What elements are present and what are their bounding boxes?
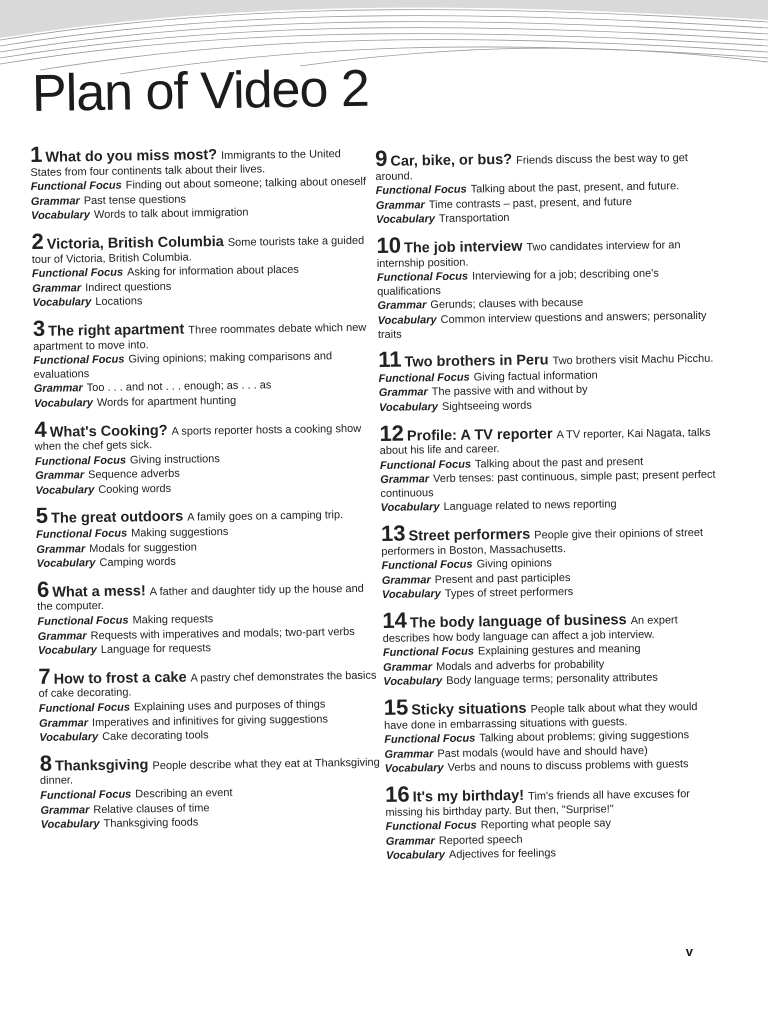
unit-description: A TV reporter, Kai Nagata, talks about his life and career. [379,426,711,458]
unit-title: Two brothers in Peru [404,352,549,371]
page-number: v [685,944,693,959]
grammar-text: Verb tenses: past continuous, simple past; present perfect continuous [380,468,716,500]
vocabulary-text: Sightseeing words [441,399,532,413]
grammar-label: Grammar [383,660,433,674]
functional-focus-text: Explaining uses and purposes of things [133,698,326,714]
unit-number: 6 [36,576,50,602]
functional-focus-label: Functional Focus [382,645,475,660]
unit-title: The body language of business [409,612,627,632]
unit-number: 1 [29,141,43,167]
grammar-label: Grammar [380,473,430,487]
left-column [30,141,381,842]
functional-focus-text: Making suggestions [131,525,229,540]
grammar-text: Requests with imperatives and modals; two-part verbs [90,625,355,642]
unit-title: Sticky situations [411,700,527,719]
unit-5 [36,502,377,572]
functional-focus-text: Making requests [132,613,214,627]
grammar-text: Sequence adverbs [88,467,180,482]
unit-10 [376,232,718,342]
unit-1 [30,141,371,224]
grammar-text: Imperatives and infinitives for giving suggestions [91,712,329,729]
unit-number: 2 [31,228,44,254]
unit-4 [34,415,375,498]
grammar-label: Grammar [33,382,83,396]
unit-number: 4 [34,416,47,442]
unit-2 [31,228,372,311]
grammar-label: Grammar [378,386,428,400]
vocabulary-label: Vocabulary [381,588,441,602]
unit-number: 5 [35,503,49,529]
vocabulary-label: Vocabulary [35,483,95,497]
functional-focus-text: Giving opinions [476,557,552,571]
vocabulary-label: Vocabulary [386,849,446,863]
unit-description: People talk about what they would have done in embarrassing situations with guests. [383,701,698,732]
grammar-text: Modals and adverbs for probability [435,658,605,673]
vocabulary-text: Transportation [438,212,510,226]
grammar-text: Time contrasts – past, present, and future [428,195,633,211]
vocabulary-label: Vocabulary [32,296,92,310]
grammar-label: Grammar [40,803,90,817]
functional-focus-label: Functional Focus [375,183,467,198]
unit-number: 9 [374,145,388,171]
functional-focus-label: Functional Focus [40,788,132,802]
vocabulary-text: Locations [95,295,143,309]
grammar-label: Grammar [385,834,435,848]
unit-number: 12 [379,420,405,446]
grammar-label: Grammar [377,299,427,313]
functional-focus-label: Functional Focus [36,527,128,542]
functional-focus-text: Giving opinions; making comparisons and evaluations [33,350,333,381]
unit-title: Street performers [408,526,531,545]
unit-6 [37,575,378,658]
unit-description: Two brothers visit Machu Picchu. [552,352,714,368]
unit-9 [375,145,716,228]
unit-14 [382,607,723,690]
vocabulary-text: Camping words [99,556,176,570]
unit-7 [38,662,379,745]
functional-focus-text: Talking about the past, present, and future. [470,180,680,196]
unit-description: A family goes on a camping trip. [187,509,344,525]
unit-16 [385,781,726,864]
functional-focus-label: Functional Focus [38,701,130,715]
unit-description: Immigrants to the United States from four continents talk about their lives. [30,148,341,179]
grammar-label: Grammar [30,195,80,208]
unit-description: An expert describes how body language can affect a job interview. [382,614,678,645]
unit-number: 14 [382,607,408,633]
functional-focus-label: Functional Focus [378,371,470,385]
unit-title: Victoria, British Columbia [46,233,224,253]
functional-focus-text: Explaining gestures and meaning [477,643,641,658]
functional-focus-label: Functional Focus [379,458,472,472]
unit-11 [378,346,719,416]
unit-number: 8 [39,750,53,776]
functional-focus-text: Talking about problems; giving suggestions [479,729,690,745]
vocabulary-label: Vocabulary [33,396,94,410]
unit-description: Two candidates interview for an internship position. [376,239,681,270]
vocabulary-label: Vocabulary [37,644,97,658]
vocabulary-text: Cooking words [98,482,172,496]
unit-number: 10 [376,232,402,258]
functional-focus-text: Finding out about someone; talking about oneself [125,175,367,192]
unit-title: It's my birthday! [412,787,525,806]
unit-description: People give their opinions of street performers in Boston, Massachusetts. [381,526,704,558]
functional-focus-text: Talking about the past and present [474,455,644,471]
functional-focus-label: Functional Focus [37,614,129,628]
functional-focus-label: Functional Focus [31,266,124,281]
grammar-label: Grammar [37,629,87,643]
vocabulary-text: Cake decorating tools [102,729,209,744]
unit-description: Three roommates debate which new apartment to move into. [33,321,367,353]
vocabulary-label: Vocabulary [384,762,444,776]
functional-focus-text: Giving instructions [129,452,220,467]
unit-title: Profile: A TV reporter [406,425,553,445]
right-column [375,145,726,873]
unit-3 [33,315,374,412]
grammar-text: Reported speech [438,833,523,847]
grammar-label: Grammar [384,747,434,761]
vocabulary-text: Language for requests [100,642,212,657]
functional-focus-text: Interviewing for a job; describing one's qualifications [377,267,659,298]
vocabulary-label: Vocabulary [380,501,440,515]
functional-focus-text: Asking for information about places [126,263,299,279]
grammar-text: Past tense questions [83,193,186,207]
unit-15 [384,694,725,777]
grammar-label: Grammar [375,199,425,212]
unit-title: How to frost a cake [53,669,187,688]
unit-8 [40,749,381,832]
vocabulary-text: Words to talk about immigration [93,206,249,222]
vocabulary-text: Types of street performers [444,586,574,601]
vocabulary-label: Vocabulary [39,731,99,745]
unit-description: Some tourists take a guided tour of Victoria, British Columbia. [31,234,365,266]
vocabulary-text: Words for apartment hunting [96,394,237,409]
grammar-text: Too . . . and not . . . enough; as . . . as [86,379,272,395]
unit-number: 15 [383,694,409,720]
unit-title: Car, bike, or bus? [390,151,513,170]
functional-focus-label: Functional Focus [381,558,473,573]
unit-title: The great outdoors [50,509,184,528]
vocabulary-text: Language related to news reporting [443,498,617,514]
unit-title: Thanksgiving [54,756,149,775]
grammar-text: Modals for suggestion [89,541,197,555]
grammar-text: Relative clauses of time [93,801,210,816]
unit-13 [381,520,722,603]
unit-title: What do you miss most? [45,147,218,166]
grammar-text: Present and past participles [434,571,571,586]
unit-description: A sports reporter hosts a cooking show when the chef gets sick. [34,422,362,454]
unit-number: 7 [38,663,51,689]
grammar-text: Past modals (would have and should have) [437,744,648,760]
vocabulary-label: Vocabulary [31,209,91,223]
unit-number: 11 [378,346,402,373]
grammar-label: Grammar [381,574,431,587]
unit-description: People describe what they eat at Thanksgiving dinner. [39,756,380,788]
unit-number: 16 [384,781,410,807]
grammar-label: Grammar [38,716,89,730]
unit-number: 3 [32,315,46,341]
functional-focus-label: Functional Focus [30,179,122,194]
grammar-text: Gerunds; clauses with because [430,297,584,312]
unit-title: What's Cooking? [49,422,168,441]
grammar-text: Indirect questions [85,280,172,294]
unit-title: The right apartment [48,321,185,340]
grammar-label: Grammar [35,469,85,483]
unit-description: Tim's friends all have excuses for missing his birthday party. But then, "Surprise!" [385,788,691,819]
vocabulary-text: Body language terms; personality attributes [446,672,658,688]
vocabulary-text: Thanksgiving foods [103,816,199,831]
vocabulary-label: Vocabulary [376,213,436,227]
functional-focus-label: Functional Focus [376,270,469,285]
grammar-text: The passive with and without by [431,384,588,399]
vocabulary-label: Vocabulary [377,313,437,327]
unit-title: What a mess! [52,583,146,601]
functional-focus-text: Reporting what people say [480,817,612,832]
unit-description: A father and daughter tidy up the house and the computer. [37,582,364,614]
functional-focus-label: Functional Focus [385,819,477,834]
vocabulary-text: Verbs and nouns to discuss problems with guests [447,758,689,775]
unit-12 [379,419,720,516]
unit-description: A pastry chef demonstrates the basics of cake decorating. [38,669,377,701]
vocabulary-text: Adjectives for feelings [448,847,557,862]
unit-number: 13 [380,520,406,547]
functional-focus-label: Functional Focus [384,732,476,747]
vocabulary-text: Common interview questions and answers; personality traits [377,309,707,341]
page-title: Plan of Video 2 [31,59,370,123]
functional-focus-text: Giving factual information [473,369,598,384]
unit-title: The job interview [403,238,523,257]
vocabulary-label: Vocabulary [36,557,96,571]
functional-focus-text: Describing an event [135,786,233,801]
grammar-label: Grammar [32,281,82,295]
grammar-label: Grammar [36,542,86,556]
functional-focus-label: Functional Focus [34,454,127,468]
unit-description: Friends discuss the best way to get around. [375,152,688,183]
functional-focus-label: Functional Focus [33,353,125,368]
vocabulary-label: Vocabulary [378,400,439,414]
vocabulary-label: Vocabulary [40,818,100,832]
vocabulary-label: Vocabulary [383,675,443,689]
